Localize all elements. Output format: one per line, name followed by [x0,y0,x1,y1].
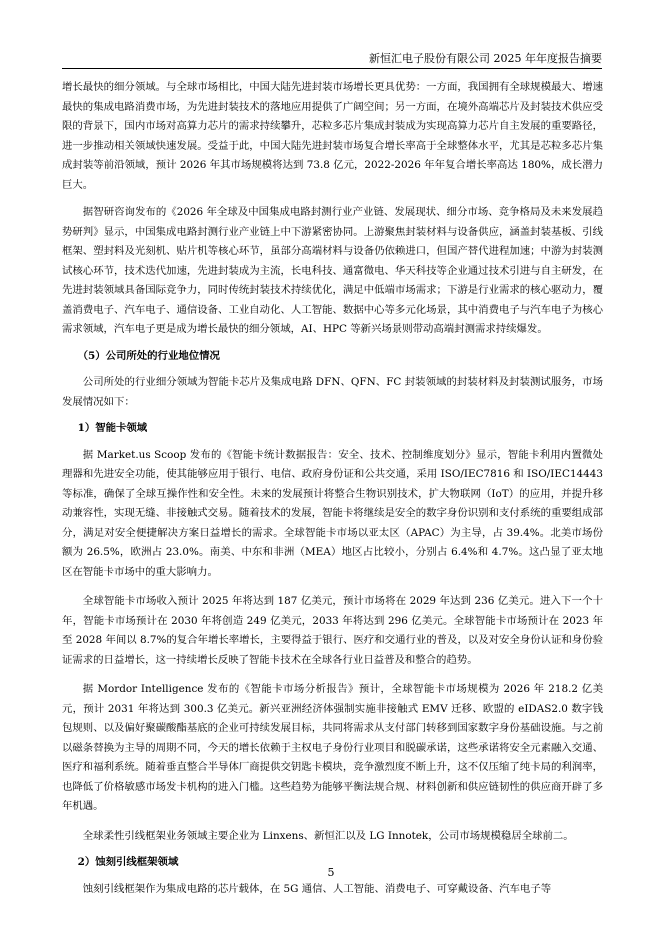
paragraph-mordor-report: 据 Mordor Intelligence 发布的《智能卡市场分析报告》预计，全球智能卡市场规模为 2026 年 218.2 亿美元，预计 2031 年将达到 300.3 亿美元。新兴亚洲经济体强制实施非接触式 EMV 迁移、欧盟的 eIDAS2.0 数字钱包规则、以及偏好聚碳酸酯基底的企业可持续发展目标，共同将需求从支付部门转移到国家数字身份基础设施。与之前以磁条替换为主导的周期不同，今天的增长依赖于主权电子身份行业项目和脱碳承诺，这些承诺将安全元素融入交通、医疗和福利系统。随着垂直整合半导体厂商提供交钥匙卡模块，竞争激烈度不断上升，这不仅压缩了纯卡局的利润率，也降低了价格敏感市场发卡机构的进入门槛。这些趋势为能够平衡法规合规、材料创新和供应链韧性的供应商开辟了多年机遇。 [62,683,603,812]
page-number: 5 [327,866,335,879]
subheading-etched-leadframe: 2）蚀刻引线框架领域 [77,856,179,868]
document-body [62,78,603,899]
paragraph-market-growth: 增长最快的细分领域。与全球市场相比，中国大陆先进封装市场增长更具优势：一方面，我国拥有全球规模最大、增速最快的集成电路消费市场，为先进封装技术的落地应用提供了广阔空间；另一方面，在境外高端芯片及封装技术供应受限的背景下，国内市场对高算力芯片的需求持续攀升，芯粒多芯片集成封装成为实现高算力芯片自主发展的重要路径，进一步推动相关领域快速发展。受益于此，中国大陆先进封装市场复合增长率高于全球整体水平，尤其是芯粒多芯片集成封装等前沿领域，预计 2026 年其市场规模将达到 73.8 亿元，2022-2026 年年复合增长率高达 180%，成长潜力巨大。 [62,81,603,191]
paragraph-industry-chain: 据智研咨询发布的《2026 年全球及中国集成电路封测行业产业链、发展现状、细分市场、竞争格局及未来发展趋势研判》显示，中国集成电路封测行业产业链上中下游紧密协同。上游聚焦封装材料与设备供应，涵盖封装基板、引线框架、塑封料及光刻机、贴片机等核心环节，虽部分高端材料与设备仍依赖进口，但国产替代进程加速；中游为封装测试核心环节，技术迭代加速，先进封装成为主流，长电科技、通富微电、华天科技等企业通过技术引进与自主研发，在先进封装领域具备国际竞争力，同时传统封装技术持续优化，满足中低端市场需求；下游是行业需求的核心驱动力，覆盖消费电子、汽车电子、通信设备、工业自动化、人工智能、数据中心等多元化场景，其中消费电子与汽车电子为核心需求领域，汽车电子更是成为增长最快的细分领域，AI、HPC 等新兴场景则带动高端封测需求持续爆发。 [62,206,603,335]
subheading-smart-card: 1）智能卡领域 [77,422,148,434]
paragraph-smart-card-report: 据 Market.us Scoop 发布的《智能卡统计数据报告：安全、技术、控制维度划分》显示，智能卡利用内置微处理器和先进安全功能，使其能够应用于银行、电信、政府身份证和公共交通，采用 ISO/IEC7816 和 ISO/IEC14443 等标准，确保了全球互操作性和安全性。未来的发展预计将整合生物识别技术，扩大物联网（IoT）的应用，并提升移动兼容性，实现无缝、非接触式交易。随着技术的发展，智能卡将继续是安全的数字身份识别和支付系统的重要组成部分，满足对安全便捷解决方案日益增长的需求。全球智能卡市场以亚太区（APAC）为主导，占 39.4%。北美市场份额为 26.5%，欧洲占 23.0%。南美、中东和非洲（MEA）地区占比较小，分别占 6.4%和 4.7%。这凸显了亚太地区在智能卡市场中的重大影响力。 [62,448,603,578]
paragraph-etched-leadframe: 蚀刻引线框架作为集成电路的芯片载体，在 5G 通信、人工智能、消费电子、可穿戴设备、汽车电子等 [82,882,552,895]
paragraph-smart-card-revenue: 全球智能卡市场收入预计 2025 年将达到 187 亿美元，预计市场将在 2029 年达到 236 亿美元。进入下一个十年，智能卡市场预计在 2030 年将创造 249 亿美元，2033 年将达到 296 亿美元。全球智能卡市场预计在 2023 年至 2028 年间以 8.7%的复合年增长率增长，主要得益于银行、医疗和交通行业的普及，以及对安全身份认证和身份验证需求的日益增长，这一持续增长反映了智能卡技术在全球各行业日益普及和整合的趋势。 [62,595,603,666]
header-title: 新恒汇电子股份有限公司 2025 年年度报告摘要 [369,52,602,65]
section-heading-industry-position: （5）公司所处的行业地位情况 [77,349,220,362]
paragraph-segment-intro: 公司所处的行业细分领域为智能卡芯片及集成电路 DFN、QFN、FC 封装领域的封装材料及封装测试服务，市场发展情况如下： [62,376,603,408]
page-footer [0,866,662,879]
page-header [62,50,602,69]
paragraph-flexible-leadframe: 全球柔性引线框架业务领域主要企业为 Linxens、新恒汇以及 LG Innotek，公司市场规模稳居全球前二。 [82,829,574,842]
